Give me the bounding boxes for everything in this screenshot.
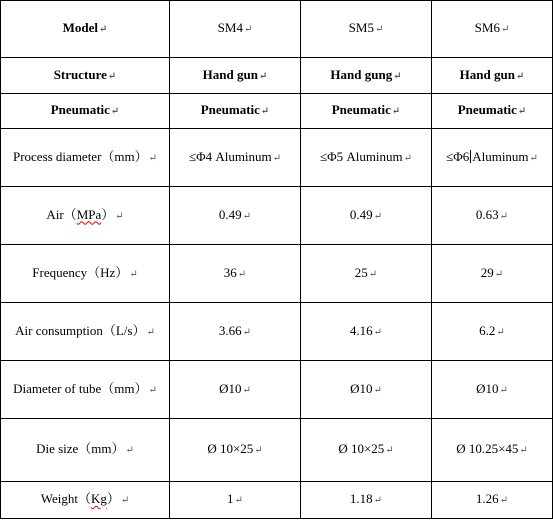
table-cell [170, 58, 301, 94]
row-label [1, 94, 170, 129]
return-mark-icon: ↵ [242, 326, 252, 338]
die-size-sm5: Ø 10×25 [338, 441, 385, 456]
table-cell [301, 94, 432, 129]
tube-diameter-sm6: Ø10 [476, 380, 499, 396]
table-cell [432, 129, 553, 187]
table-row [1, 303, 553, 361]
air-consumption-label: Air consumption（L/s） [15, 322, 146, 338]
weight-sm4: 1 [227, 491, 234, 506]
return-mark-icon: ↵ [393, 70, 402, 82]
table-cell [432, 94, 553, 129]
table-cell [170, 245, 301, 303]
table-row [1, 361, 553, 419]
process-diameter-sm6-material: Aluminum [472, 148, 529, 164]
weight-unit: Kg [90, 491, 107, 506]
table-cell [301, 482, 432, 519]
table-cell [432, 187, 553, 245]
table-cell [432, 58, 553, 94]
frequency-sm5: 25 [354, 264, 368, 280]
air-label: Air（ [46, 206, 77, 222]
pneumatic-sm4: Pneumatic [200, 102, 260, 117]
return-mark-icon: ↵ [115, 210, 124, 222]
pneumatic-sm6: Pneumatic [457, 102, 517, 117]
table-cell [301, 245, 432, 303]
model-sm6: SM6 [474, 20, 500, 35]
return-mark-icon: ↵ [373, 384, 382, 396]
air-label-close: ） [101, 206, 115, 222]
air-consumption-sm4: 3.66 [218, 322, 242, 338]
return-mark-icon: ↵ [110, 106, 120, 117]
air-sm5: 0.49 [349, 206, 373, 222]
row-label [1, 187, 170, 245]
return-mark-icon: ↵ [529, 152, 538, 164]
return-mark-icon: ↵ [499, 210, 509, 222]
return-mark-icon: ↵ [519, 445, 528, 456]
return-mark-icon: ↵ [129, 268, 138, 280]
table-cell [301, 361, 432, 419]
return-mark-icon: ↵ [258, 70, 268, 82]
return-mark-icon: ↵ [272, 152, 282, 164]
return-mark-icon: ↵ [254, 445, 263, 456]
header-row [1, 1, 553, 58]
return-mark-icon: ↵ [148, 384, 157, 396]
weight-label-close: ） [106, 491, 120, 506]
table-cell [301, 58, 432, 94]
return-mark-icon: ↵ [494, 268, 504, 280]
air-sm4: 0.49 [218, 206, 242, 222]
air-consumption-sm5: 4.16 [349, 322, 373, 338]
return-mark-icon: ↵ [368, 268, 378, 280]
row-label [1, 58, 170, 94]
table-cell [170, 419, 301, 482]
return-mark-icon: ↵ [146, 326, 155, 338]
table-cell [432, 303, 553, 361]
pneumatic-sm5: Pneumatic [331, 102, 391, 117]
structure-sm5: Hand gung [330, 66, 393, 82]
table-row [1, 58, 553, 94]
return-mark-icon: ↵ [374, 24, 384, 35]
model-sm5: SM5 [348, 20, 374, 35]
table-cell [301, 187, 432, 245]
row-label [1, 482, 170, 519]
table-cell [301, 419, 432, 482]
model-sm5-cell [301, 1, 432, 58]
table-cell [432, 245, 553, 303]
return-mark-icon: ↵ [107, 70, 117, 82]
tube-diameter-sm5: Ø10 [350, 380, 373, 396]
structure-sm4: Hand gun [202, 66, 258, 82]
table-cell [170, 129, 301, 187]
return-mark-icon: ↵ [373, 326, 383, 338]
process-diameter-sm4: ≤Φ4 Aluminum [188, 148, 272, 164]
return-mark-icon: ↵ [499, 495, 509, 506]
return-mark-icon: ↵ [125, 445, 134, 456]
air-sm6: 0.63 [475, 206, 499, 222]
return-mark-icon: ↵ [260, 106, 270, 117]
model-sm6-cell [432, 1, 553, 58]
table-row [1, 129, 553, 187]
die-size-label: Die size（mm） [36, 441, 125, 456]
table-cell [170, 303, 301, 361]
row-label [1, 419, 170, 482]
table-cell [170, 482, 301, 519]
return-mark-icon: ↵ [234, 495, 243, 506]
return-mark-icon: ↵ [242, 384, 251, 396]
row-label [1, 245, 170, 303]
return-mark-icon: ↵ [496, 326, 505, 338]
process-diameter-sm6: ≤Φ6 [446, 148, 470, 164]
frequency-label: Frequency（Hz） [32, 264, 129, 280]
return-mark-icon: ↵ [391, 106, 401, 117]
model-header-label: Model [62, 20, 98, 35]
table-cell [170, 187, 301, 245]
pneumatic-label: Pneumatic [50, 102, 110, 117]
return-mark-icon: ↵ [500, 24, 510, 35]
table-cell [301, 303, 432, 361]
air-unit: MPa [76, 206, 102, 222]
table-row [1, 419, 553, 482]
table-cell [170, 94, 301, 129]
tube-diameter-label: Diameter of tube（mm） [13, 380, 148, 396]
weight-sm6: 1.26 [475, 491, 499, 506]
structure-sm6: Hand gun [459, 66, 515, 82]
process-diameter-label: Process diameter（mm） [12, 148, 148, 164]
table-cell [170, 361, 301, 419]
row-label [1, 361, 170, 419]
weight-sm5: 1.18 [349, 491, 373, 506]
return-mark-icon: ↵ [373, 210, 383, 222]
table-cell [432, 361, 553, 419]
frequency-sm6: 29 [480, 264, 494, 280]
return-mark-icon: ↵ [499, 384, 508, 396]
table-row [1, 245, 553, 303]
return-mark-icon: ↵ [148, 152, 158, 164]
return-mark-icon: ↵ [373, 495, 383, 506]
table-row [1, 187, 553, 245]
air-consumption-sm6: 6.2 [479, 322, 496, 338]
frequency-sm4: 36 [223, 264, 237, 280]
model-sm4: SM4 [217, 20, 243, 35]
return-mark-icon: ↵ [517, 106, 527, 117]
model-header-cell [1, 1, 170, 58]
weight-label: Weight（ [40, 491, 91, 506]
structure-label: Structure [53, 66, 107, 82]
table-cell [301, 129, 432, 187]
table-cell [432, 419, 553, 482]
tube-diameter-sm4: Ø10 [219, 380, 242, 396]
die-size-sm6: Ø 10.25×45 [456, 441, 519, 456]
return-mark-icon: ↵ [242, 210, 252, 222]
return-mark-icon: ↵ [99, 24, 108, 35]
table-cell [432, 482, 553, 519]
table-row [1, 482, 553, 519]
return-mark-icon: ↵ [237, 268, 247, 280]
die-size-sm4: Ø 10×25 [207, 441, 254, 456]
return-mark-icon: ↵ [243, 24, 253, 35]
row-label [1, 129, 170, 187]
row-label [1, 303, 170, 361]
table-row [1, 94, 553, 129]
return-mark-icon: ↵ [120, 495, 130, 506]
process-diameter-sm5: ≤Φ5 Aluminum [319, 148, 403, 164]
return-mark-icon: ↵ [403, 152, 413, 164]
return-mark-icon: ↵ [515, 70, 525, 82]
return-mark-icon: ↵ [385, 445, 394, 456]
model-sm4-cell [170, 1, 301, 58]
